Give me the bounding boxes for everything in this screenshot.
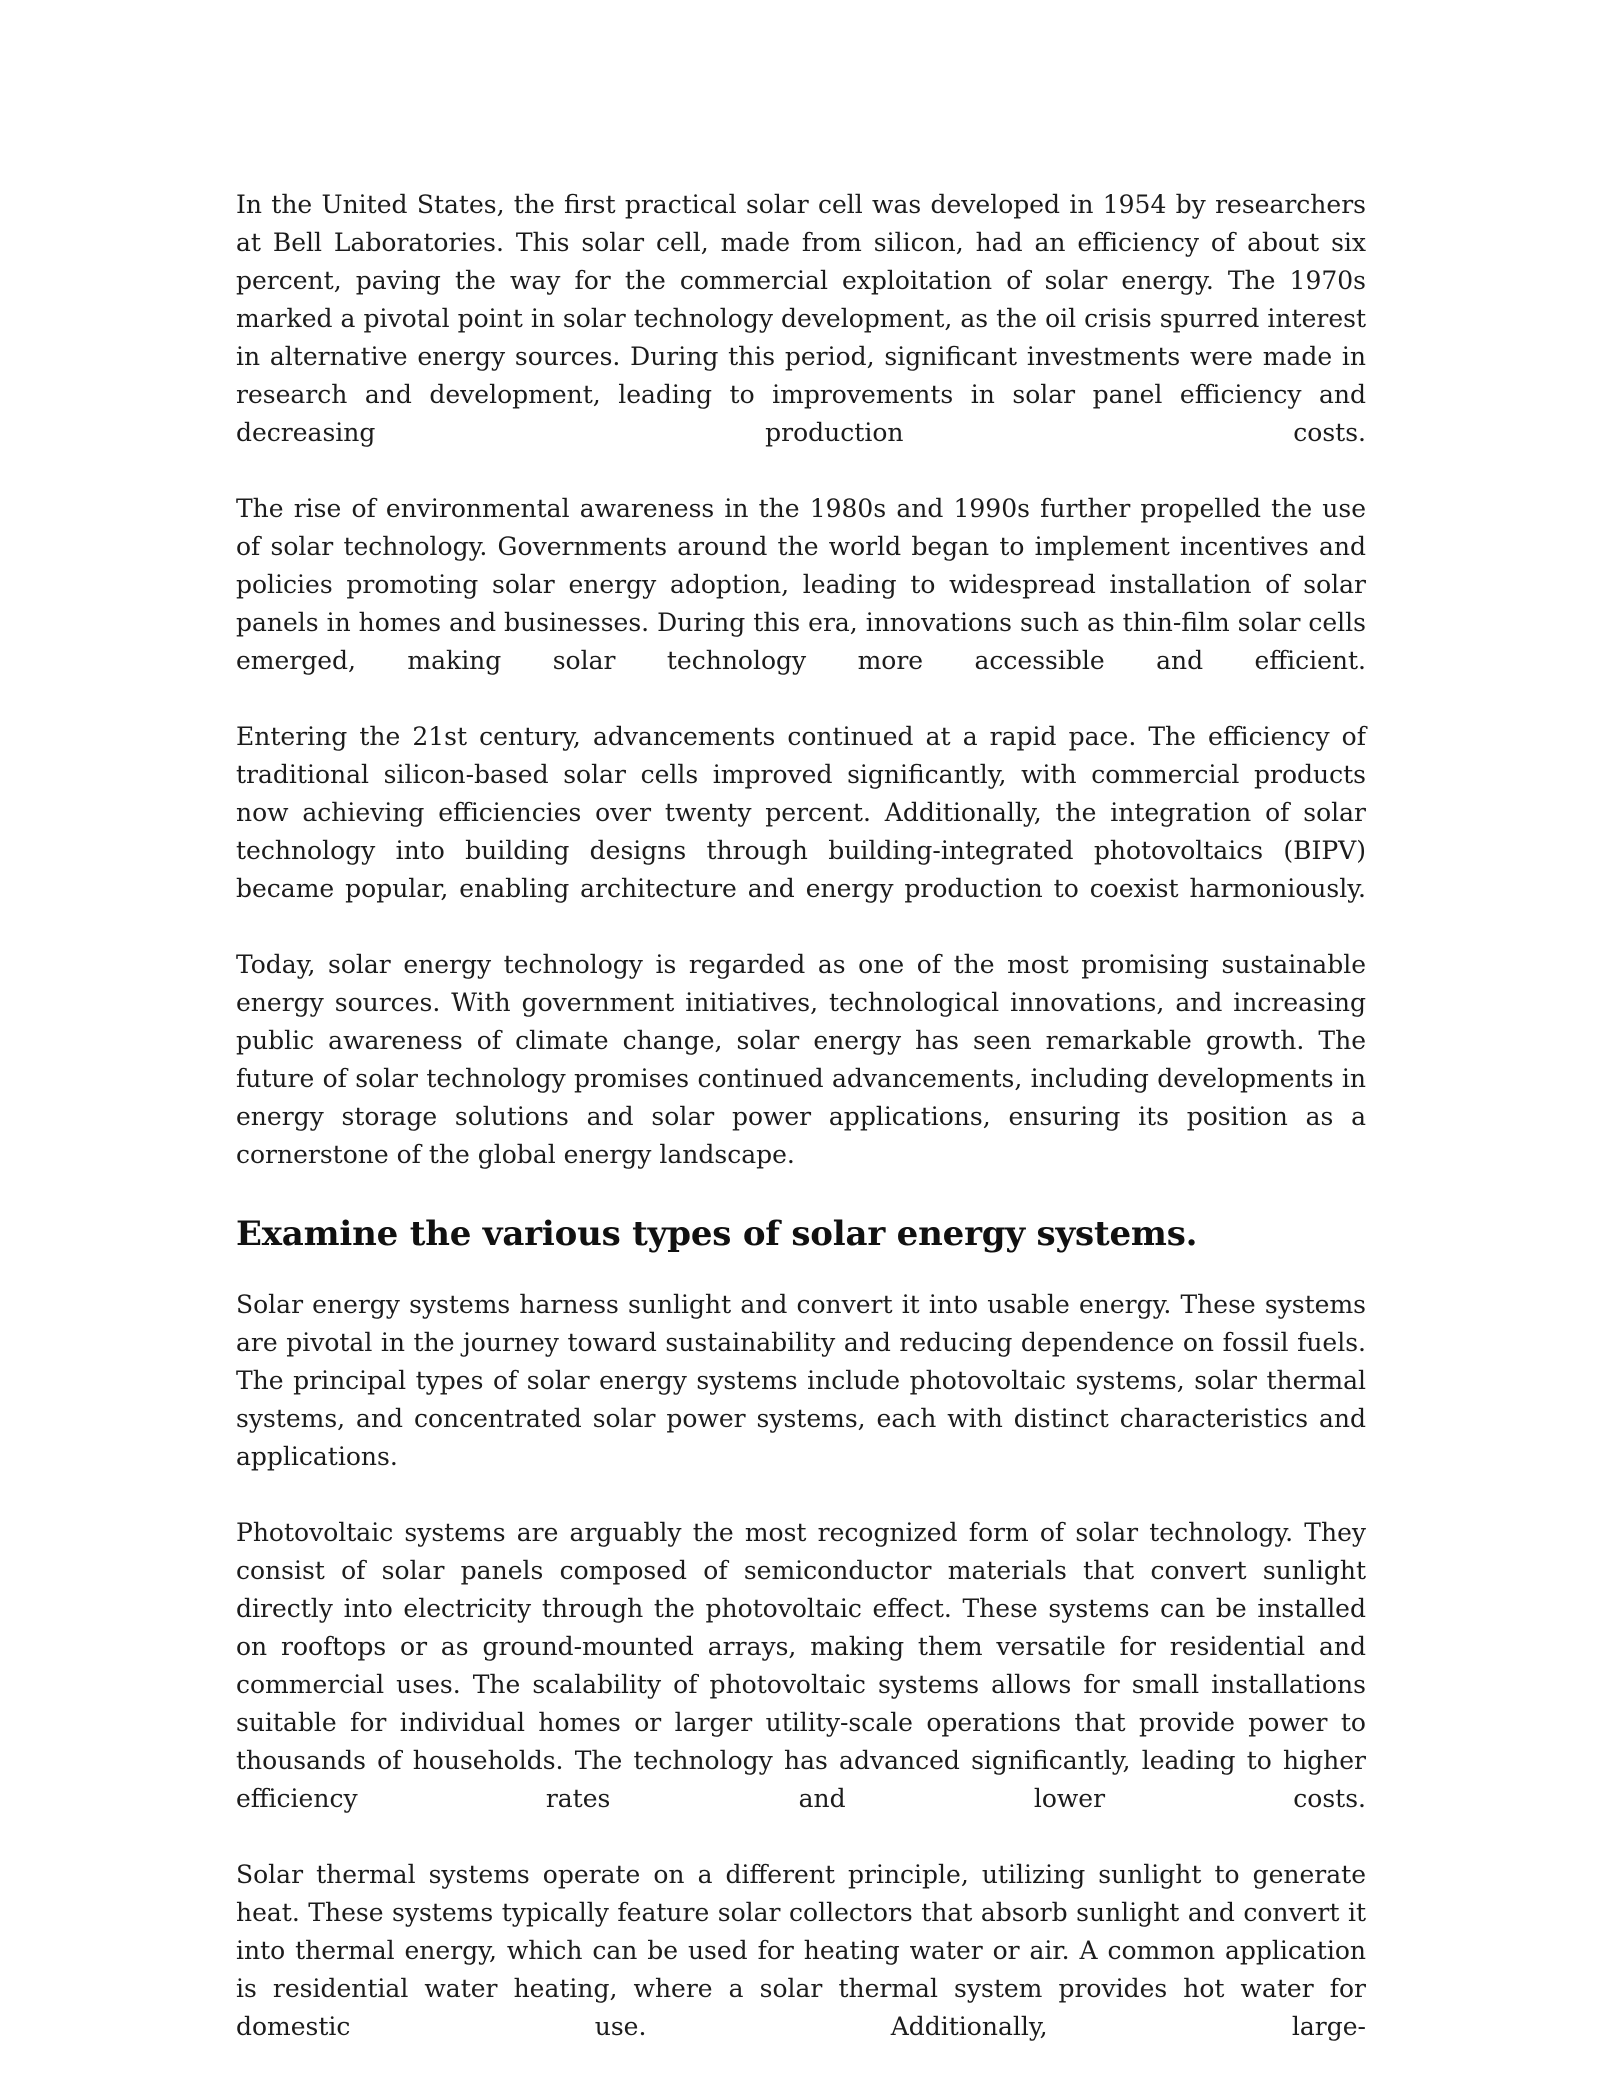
paragraph-systems-overview: Solar energy systems harness sunlight and convert it into usable energy. These systems are pivotal in the journey toward sustainability and reducing dependence on fossil fuels. The principal types of solar energy systems include photovoltaic systems, solar thermal systems, and concentrated solar power systems, each with distinct characteristics and applications. xyxy=(236,1290,1366,1471)
paragraph-environmental-awareness: The rise of environmental awareness in the 1980s and 1990s further propelled the use of solar technology. Governments around the world began to implement incentives and policies promoting solar energy adoption, leading to widespread installation of solar panels in homes and businesses. During this era, innovations such as thin-film solar cells emerged, making solar technology more accessible and efficient. xyxy=(236,494,1366,675)
section-heading: Examine the various types of solar energy systems. xyxy=(236,1214,1198,1254)
paragraph-today: Today, solar energy technology is regarded as one of the most promising sustainable energy sources. With government initiatives, technological innovations, and increasing public awareness of climate change, solar energy has seen remarkable growth. The future of solar technology promises continued advancements, including developments in energy storage solutions and solar power applications, ensuring its position as a cornerstone of the global energy landscape. xyxy=(236,950,1366,1169)
document-body xyxy=(236,186,1366,2084)
paragraph-solar-thermal: Solar thermal systems operate on a different principle, utilizing sunlight to generate heat. These systems typically feature solar collectors that absorb sunlight and convert it into thermal energy, which can be used for heating water or air. A common application is residential water heating, where a solar thermal system provides hot water for domestic use. Additionally, large- xyxy=(236,1860,1366,2041)
paragraph-21st-century: Entering the 21st century, advancements continued at a rapid pace. The efficiency of traditional silicon-based solar cells improved significantly, with commercial products now achieving efficiencies over twenty percent. Additionally, the integration of solar technology into building designs through building-integrated photovoltaics (BIPV) became popular, enabling architecture and energy production to coexist harmoniously. xyxy=(236,722,1366,903)
paragraph-photovoltaic: Photovoltaic systems are arguably the most recognized form of solar technology. They consist of solar panels composed of semiconductor materials that convert sunlight directly into electricity through the photovoltaic effect. These systems can be installed on rooftops or as ground-mounted arrays, making them versatile for residential and commercial uses. The scalability of photovoltaic systems allows for small installations suitable for individual homes or larger utility-scale operations that provide power to thousands of households. The technology has advanced significantly, leading to higher efficiency rates and lower costs. xyxy=(236,1518,1366,1813)
paragraph-solar-cell-history: In the United States, the first practical solar cell was developed in 1954 by researchers at Bell Laboratories. This solar cell, made from silicon, had an efficiency of about six percent, paving the way for the commercial exploitation of solar energy. The 1970s marked a pivotal point in solar technology development, as the oil crisis spurred interest in alternative energy sources. During this period, significant investments were made in research and development, leading to improvements in solar panel efficiency and decreasing production costs. xyxy=(236,190,1366,447)
